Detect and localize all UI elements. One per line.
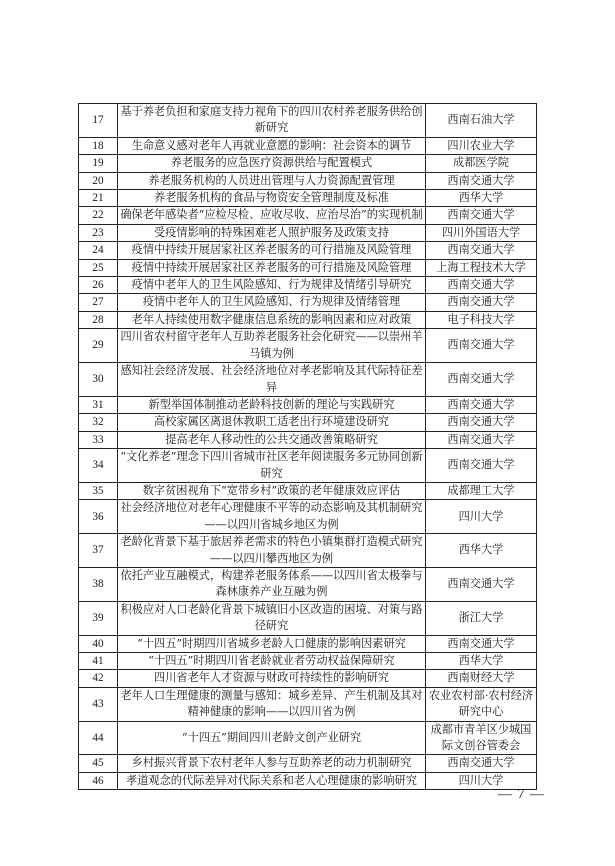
row-number: 30 [79,363,118,397]
row-number: 43 [79,687,118,721]
project-title: “十四五”时期四川省城乡老龄人口健康的影响因素研究 [118,635,426,652]
project-title: 乡村振兴背景下农村老年人参与互助养老的动力机制研究 [118,755,426,772]
table-row [79,755,537,772]
row-number: 18 [79,137,118,154]
table-row [79,721,537,755]
row-number: 39 [79,601,118,635]
table-row [79,670,537,687]
row-number: 26 [79,277,118,294]
institution: 西华大学 [426,534,537,568]
row-number: 38 [79,567,118,601]
table-row [79,259,537,276]
row-number: 37 [79,534,118,568]
row-number: 34 [79,449,118,483]
institution: 四川大学 [426,500,537,534]
table-row [79,482,537,499]
row-number: 36 [79,500,118,534]
institution: 西南财经大学 [426,670,537,687]
institution: 农业农村部·农村经济研究中心 [426,687,537,721]
row-number: 42 [79,670,118,687]
table-row [79,431,537,448]
institution: 西南交通大学 [426,449,537,483]
institution: 成都医学院 [426,155,537,172]
project-title: 社会经济地位对老年心理健康不平等的动态影响及其机制研究——以四川省城乡地区为例 [118,500,426,534]
institution: 西南交通大学 [426,242,537,259]
institution: 西南交通大学 [426,755,537,772]
project-title: 生命意义感对老年人再就业意愿的影响：社会资本的调节 [118,137,426,154]
project-title: 疫情中老年人的卫生风险感知、行为规律及情绪管理 [118,294,426,311]
project-title: 老年人口生理健康的测量与感知：城乡差异、产生机制及其对精神健康的影响——以四川省为例 [118,687,426,721]
institution: 浙江大学 [426,601,537,635]
institution: 西南交通大学 [426,172,537,189]
project-table [78,103,537,790]
project-title: 受疫情影响的特殊困难老人照护服务及政策支持 [118,224,426,241]
institution: 西南交通大学 [426,396,537,413]
institution: 电子科技大学 [426,311,537,328]
table-row [79,104,537,138]
institution: 四川农业大学 [426,137,537,154]
row-number: 44 [79,721,118,755]
institution: 西南石油大学 [426,104,537,138]
row-number: 31 [79,396,118,413]
institution: 西华大学 [426,653,537,670]
project-title: 数字贫困视角下“宽带乡村”政策的老年健康效应评估 [118,482,426,499]
table-row [79,772,537,789]
table-row [79,396,537,413]
project-title: “十四五”时期四川省老龄就业者劳动权益保障研究 [118,653,426,670]
row-number: 17 [79,104,118,138]
institution: 西南交通大学 [426,431,537,448]
row-number: 21 [79,190,118,207]
table-row [79,687,537,721]
table-row [79,653,537,670]
table-row [79,601,537,635]
table-row [79,224,537,241]
table-row [79,311,537,328]
project-title: 四川省老年人才资源与财政可持续性的影响研究 [118,670,426,687]
project-title: 养老服务的应急医疗资源供给与配置模式 [118,155,426,172]
table-row [79,277,537,294]
project-title: 提高老年人移动性的公共交通改善策略研究 [118,431,426,448]
table-row [79,172,537,189]
institution: 西南交通大学 [426,567,537,601]
row-number: 46 [79,772,118,789]
project-title: 疫情中持续开展居家社区养老服务的可行措施及风险管理 [118,259,426,276]
table-row [79,363,537,397]
project-title: 养老服务机构的食品与物资安全管理制度及标准 [118,190,426,207]
row-number: 29 [79,329,118,363]
row-number: 24 [79,242,118,259]
institution: 上海工程技术大学 [426,259,537,276]
table-row [79,294,537,311]
project-title: 四川省农村留守老年人互助养老服务社会化研究——以崇州羊马镇为例 [118,329,426,363]
project-title: 疫情中持续开展居家社区养老服务的可行措施及风险管理 [118,242,426,259]
row-number: 28 [79,311,118,328]
row-number: 25 [79,259,118,276]
institution: 成都市青羊区少城国际文创谷管委会 [426,721,537,755]
row-number: 23 [79,224,118,241]
table-row [79,190,537,207]
row-number: 41 [79,653,118,670]
project-title: 养老服务机构的人员进出管理与人力资源配置管理 [118,172,426,189]
institution: 四川外国语大学 [426,224,537,241]
table-row [79,329,537,363]
institution: 西南交通大学 [426,207,537,224]
table-row [79,155,537,172]
institution: 西南交通大学 [426,363,537,397]
table-row [79,207,537,224]
institution: 西南交通大学 [426,414,537,431]
institution: 西南交通大学 [426,294,537,311]
institution: 西南交通大学 [426,277,537,294]
row-number: 19 [79,155,118,172]
row-number: 35 [79,482,118,499]
table-row [79,449,537,483]
project-title: 疫情中老年人的卫生风险感知、行为规律及情绪引导研究 [118,277,426,294]
project-title: 孝道观念的代际差异对代际关系和老人心理健康的影响研究 [118,772,426,789]
row-number: 27 [79,294,118,311]
project-title: 确保老年感染者“应检尽检、应收尽收、应治尽治”的实现机制 [118,207,426,224]
project-title: 依托产业互融模式，构建养老服务体系——以四川省太极拳与森林康养产业互融为例 [118,567,426,601]
row-number: 20 [79,172,118,189]
project-title: 老龄化背景下基于旅居养老需求的特色小镇集群打造模式研究——以四川攀西地区为例 [118,534,426,568]
row-number: 22 [79,207,118,224]
row-number: 32 [79,414,118,431]
project-title: 新型举国体制推动老龄科技创新的理论与实践研究 [118,396,426,413]
project-title: 基于养老负担和家庭支持力视角下的四川农村养老服务供给创新研究 [118,104,426,138]
institution: 四川大学 [426,772,537,789]
institution: 西华大学 [426,190,537,207]
institution: 西南交通大学 [426,329,537,363]
project-title: 积极应对人口老龄化背景下城镇旧小区改造的困境、对策与路径研究 [118,601,426,635]
table-row [79,137,537,154]
table-row [79,567,537,601]
project-title: “十四五”期间四川老龄文创产业研究 [118,721,426,755]
project-title: “文化养老”理念下四川省城市社区老年阅读服务多元协同创新研究 [118,449,426,483]
row-number: 40 [79,635,118,652]
row-number: 33 [79,431,118,448]
table-row [79,242,537,259]
project-title: 高校家属区离退休教职工适老出行环境建设研究 [118,414,426,431]
project-title: 老年人持续使用数字健康信息系统的影响因素和应对政策 [118,311,426,328]
table-row [79,635,537,652]
institution: 西南交通大学 [426,635,537,652]
table-row [79,414,537,431]
row-number: 45 [79,755,118,772]
page-number: — 7 — [498,787,545,802]
table-row [79,500,537,534]
table-row [79,534,537,568]
project-title: 感知社会经济发展、社会经济地位对孝老影响及其代际特征差异 [118,363,426,397]
institution: 成都理工大学 [426,482,537,499]
